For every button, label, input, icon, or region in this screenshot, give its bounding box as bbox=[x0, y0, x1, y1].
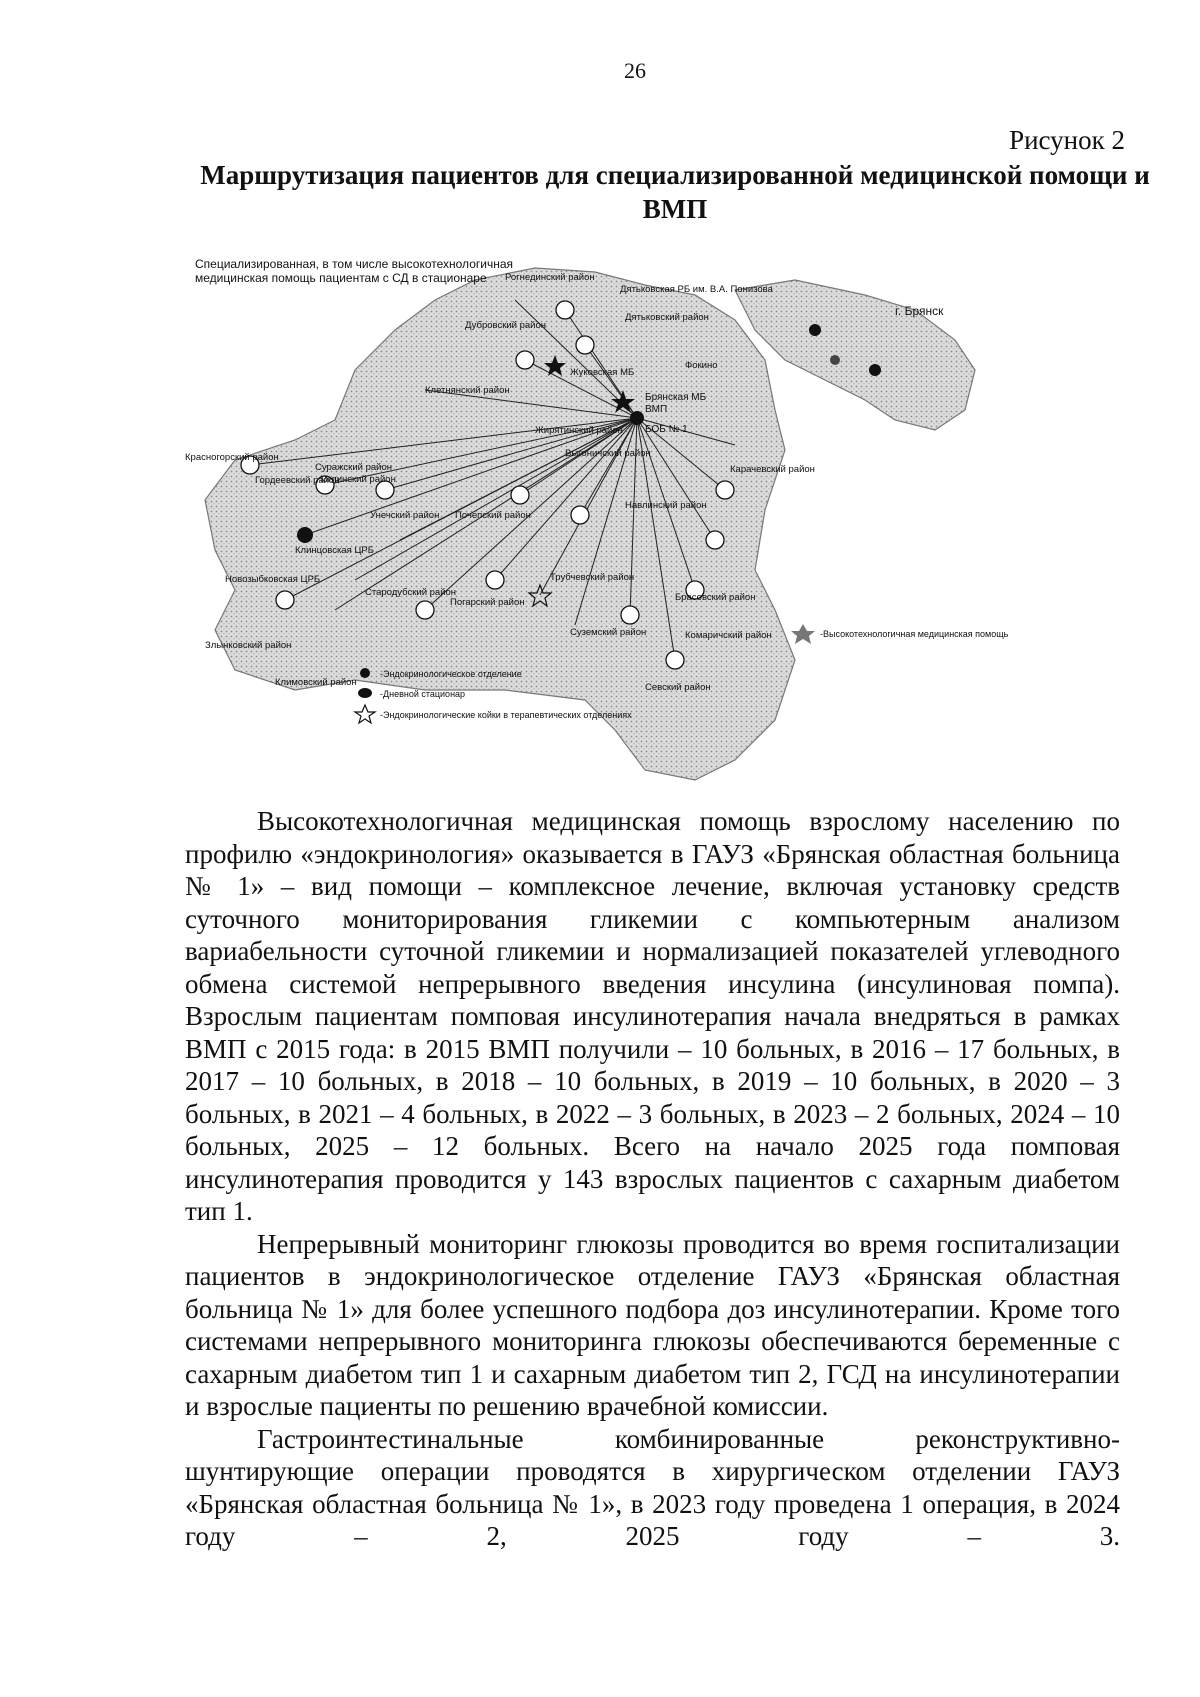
district-label: Суражский район bbox=[315, 462, 392, 473]
day-hospital-icon bbox=[358, 688, 372, 698]
svg-text:-Высокотехнологичная медицинск: -Высокотехнологичная медицинская помощь bbox=[820, 629, 1009, 639]
district-label: Жирятинский район bbox=[535, 425, 623, 436]
district-label: Трубчевский район bbox=[550, 572, 635, 583]
district-label: Погарский район bbox=[450, 597, 525, 608]
district-label: Брасовский район bbox=[675, 592, 756, 603]
district-label: Жуковская МБ bbox=[570, 367, 635, 378]
district-label: Рогнединский район bbox=[505, 272, 595, 283]
body-text bbox=[185, 805, 1120, 1553]
routing-map bbox=[175, 250, 1095, 795]
district-label: Почепский район bbox=[455, 510, 531, 521]
district-label: Фокино bbox=[685, 360, 718, 371]
figure-title: Маршрутизация пациентов для специализированной медицинской помощи и ВМП bbox=[200, 160, 1150, 224]
district-label: Севский район bbox=[645, 682, 711, 693]
region-outline bbox=[205, 268, 795, 780]
paragraph: Непрерывный мониторинг глюкозы проводится во время госпитализации пациентов в эндокринологическое отделение ГАУЗ «Брянская областная больница № 1» для более успешного подбора доз инсулинотерапии. Кроме того системами непрерывного мониторинга глюкозы обеспечиваются беременные с сахарным диабетом тип 1 и сахарным диабетом тип 2, ГСД на инсулинотерапии и взрослые пациенты по решению врачебной комиссии. bbox=[185, 1228, 1120, 1421]
district-label: Климовский район bbox=[275, 677, 357, 688]
endocrine-dept-icon bbox=[360, 668, 370, 678]
center-hospital-marker bbox=[630, 411, 644, 425]
center-sub2: БОБ № 1 bbox=[645, 424, 688, 435]
district-label: Дубровский район bbox=[465, 320, 547, 331]
district-label: Мглинский район bbox=[320, 474, 396, 485]
district-label: Карачевский район bbox=[730, 464, 815, 475]
svg-text:-Эндокринологическое отделение: -Эндокринологическое отделение bbox=[380, 669, 522, 679]
district-label: Гордеевский район bbox=[255, 475, 340, 486]
paragraph: Гастроинтестинальные комбинированные реконструктивно-шунтирующие операции проводятся в хирургическом отделении ГАУЗ «Брянская областная больница № 1», в 2023 году проведена 1 операция, в 2024 году – 2, 2025 году – 3. bbox=[185, 1423, 1120, 1551]
district-label: Выгоничский район bbox=[565, 448, 651, 459]
district-label: Суземский район bbox=[570, 627, 647, 638]
district-label: Стародубский район bbox=[365, 587, 457, 598]
district-label: Комаричский район bbox=[685, 630, 772, 641]
svg-text:-Эндокринологические койки в т: -Эндокринологические койки в терапевтических отделениях bbox=[380, 710, 632, 720]
map-caption-line2: медицинская помощь пациентам с СД в стационаре bbox=[195, 271, 487, 285]
district-label: Дятьковская РБ им. В.А. Понизова bbox=[620, 284, 773, 295]
district-label: Злынковский район bbox=[205, 640, 292, 651]
figure-label: Рисунок 2 bbox=[1009, 125, 1125, 155]
page-number: 26 bbox=[624, 58, 646, 83]
high-tech-care-icon bbox=[791, 624, 815, 644]
map-caption-line1: Специализированная, в том числе высокотехнологичная bbox=[195, 257, 513, 271]
district-label: Клетнянский район bbox=[425, 385, 510, 396]
district-label: Новозыбковская ЦРБ bbox=[225, 574, 321, 585]
district-label: Дятьковский район bbox=[625, 312, 709, 323]
paragraph: Высокотехнологичная медицинская помощь взрослому населению по профилю «эндокринология» оказывается в ГАУЗ «Брянская областная больница № 1» – вид помощи – комплексное лечение, включая установку средств суточного мониторирования гликемии с компьютерным анализом вариабельности суточной гликемии и нормализацией показателей углеводного обмена системой непрерывного введения инсулина (инсулиновая помпа). Взрослым пациентам помповая инсулинотерапия начала внедряться в рамках ВМП с 2015 года: в 2015 ВМП получили – 10 больных, в 2016 – 17 больных, в 2017 – 10 больных, в 2018 – 10 больных, в 2019 – 10 больных, в 2020 – 3 больных, в 2021 – 4 больных, в 2022 – 3 больных, в 2023 – 2 больных, 2024 – 10 больных, 2025 – 12 больных. Всего на начало 2025 года помповая инсулинотерапия проводится у 143 взрослых пациентов с сахарным диабетом тип 1. bbox=[185, 806, 1120, 1226]
klintsy-marker bbox=[297, 527, 313, 543]
svg-text:-Дневной стационар: -Дневной стационар bbox=[380, 689, 466, 699]
endocrine-beds-star-icon bbox=[355, 705, 375, 723]
district-label: Красногорский район bbox=[185, 452, 279, 463]
district-label: Унечский район bbox=[370, 510, 440, 521]
center-sub: ВМП bbox=[645, 404, 668, 415]
district-label: Клинцовская ЦРБ bbox=[295, 545, 374, 556]
district-label: Навлинский район bbox=[625, 500, 707, 511]
city-label: г. Брянск bbox=[895, 304, 944, 318]
center-label: Брянская МБ bbox=[645, 392, 707, 403]
